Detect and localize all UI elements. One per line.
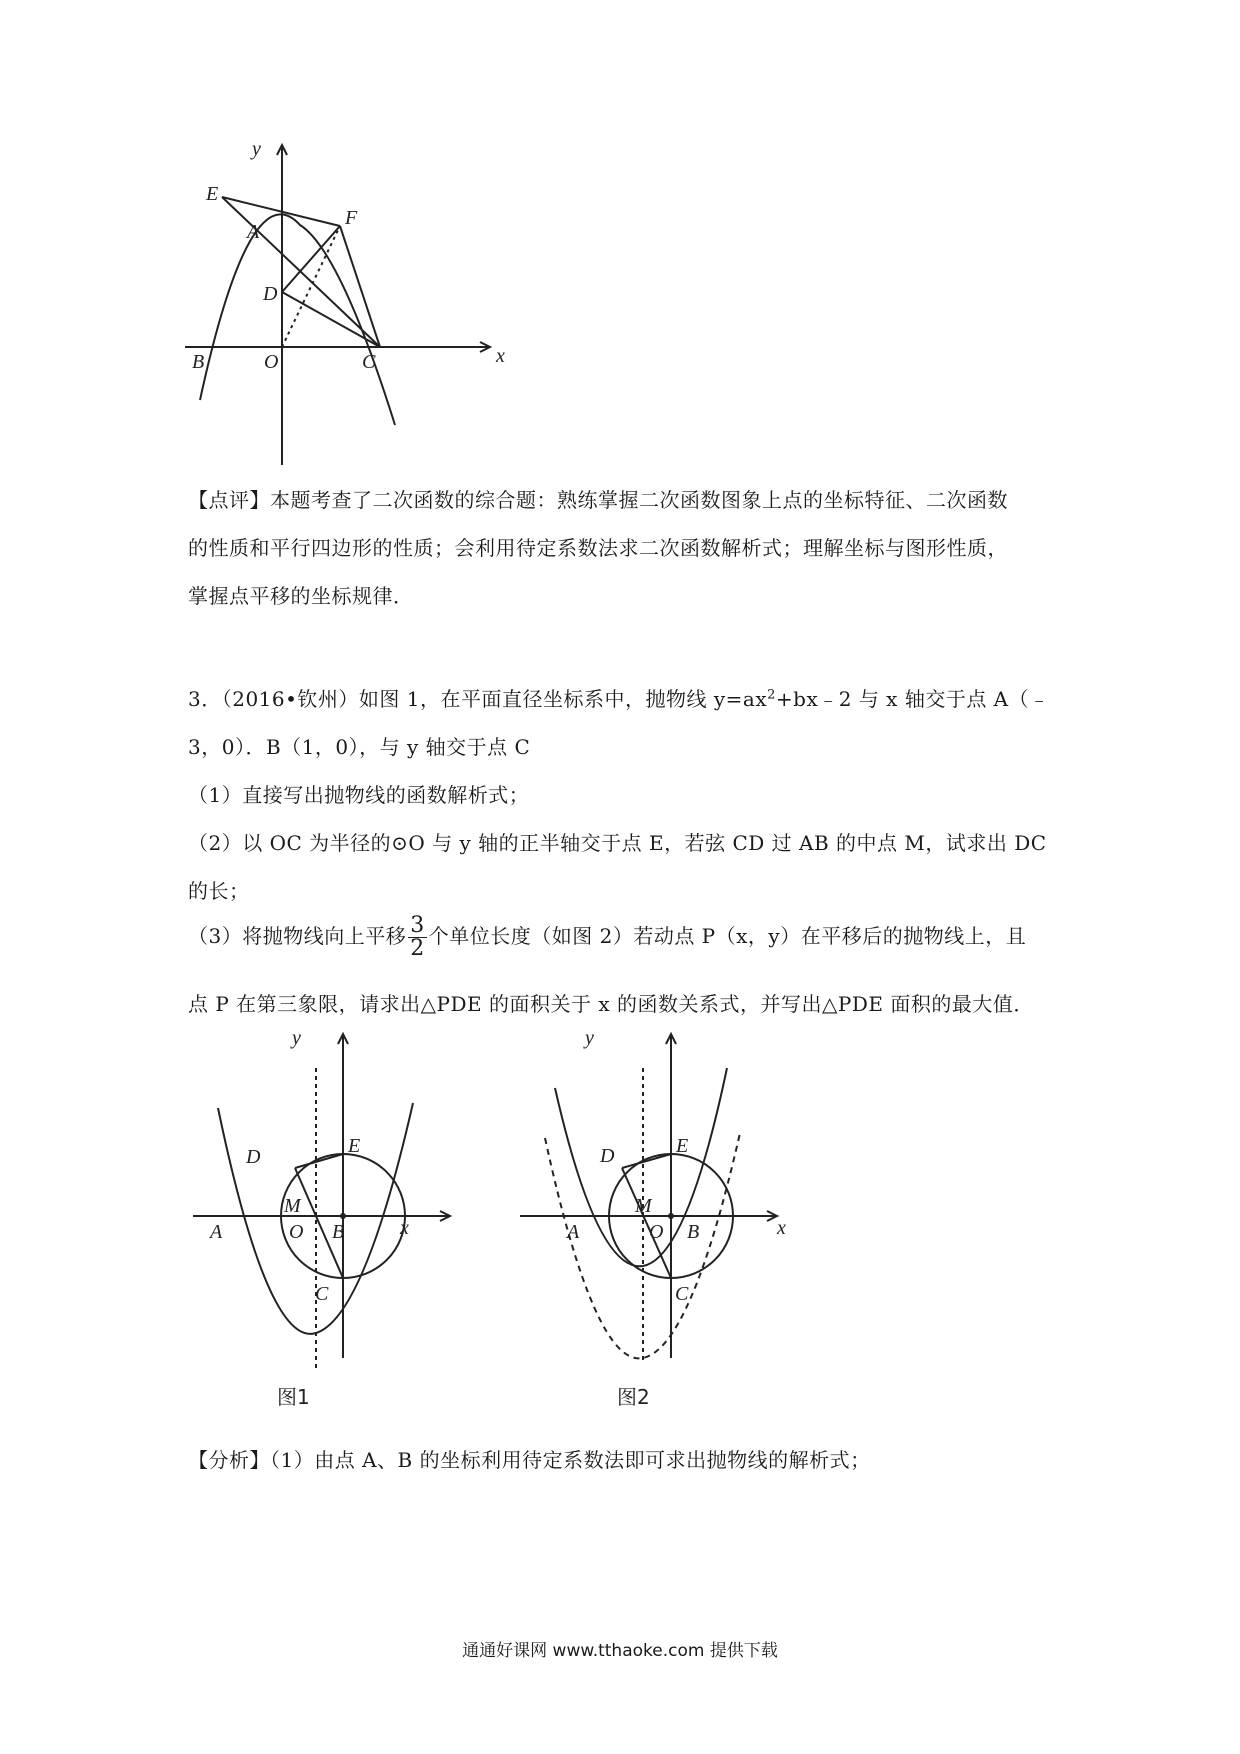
line-of-dotted <box>282 226 340 347</box>
label-m: M <box>635 1195 652 1217</box>
label-b: B <box>332 1221 345 1243</box>
figure-2-caption: 图2 <box>617 1385 650 1409</box>
problem-line-2: 3，0）．B（1，0），与 y 轴交于点 C <box>188 735 531 759</box>
label-y: y <box>585 1027 594 1049</box>
page-footer: 通通好课网 www.tthaoke.com 提供下载 <box>462 1641 778 1661</box>
parabola <box>200 214 395 425</box>
label-b: B <box>687 1221 700 1243</box>
figure-1-diagram <box>188 1028 468 1408</box>
label-x: x <box>400 1217 409 1239</box>
label-b: B <box>192 351 205 373</box>
problem-part-2b: 的长； <box>188 879 250 903</box>
label-o: O <box>649 1221 664 1243</box>
label-x: x <box>777 1217 786 1239</box>
problem-part-1: （1）直接写出抛物线的函数解析式； <box>188 783 530 807</box>
problem-part-3-rest: 个单位长度（如图 2）若动点 P（x，y）在平移后的抛物线上，且 <box>428 924 1027 948</box>
label-d: D <box>246 1146 261 1168</box>
label-x: x <box>496 345 505 367</box>
line-de <box>622 1154 671 1168</box>
label-a: A <box>567 1221 580 1243</box>
problem-part-2a: （2）以 OC 为半径的⊙O 与 y 轴的正半轴交于点 E，若弦 CD 过 AB 的中点 M，试求出 DC <box>188 831 1047 855</box>
label-y: y <box>292 1027 301 1049</box>
problem-part-3a <box>188 915 1026 960</box>
fraction-three-halves <box>408 915 427 960</box>
label-o: O <box>289 1221 304 1243</box>
analysis-line-1: 【分析】（1）由点 A、B 的坐标利用待定系数法即可求出抛物线的解析式； <box>188 1448 871 1472</box>
label-c: C <box>315 1283 329 1305</box>
problem-part-3-lead: （3）将抛物线向上平移 <box>188 924 407 948</box>
point-m <box>340 1213 346 1219</box>
label-c: C <box>362 351 376 373</box>
label-d: D <box>600 1145 615 1167</box>
label-e: E <box>348 1135 361 1157</box>
figure-1-caption: 图1 <box>277 1385 310 1409</box>
point-m <box>668 1213 674 1219</box>
problem-line-1 <box>188 683 1050 712</box>
problem-part-3c: 点 P 在第三象限，请求出△PDE 的面积关于 x 的函数关系式，并写出△PDE 面积的最大值． <box>188 992 1034 1016</box>
comment-line-1: 【点评】本题考查了二次函数的综合题：熟练掌握二次函数图象上点的坐标特征、二次函数 <box>188 488 1008 512</box>
comment-line-3: 掌握点平移的坐标规律． <box>188 584 414 608</box>
label-o: O <box>264 351 279 373</box>
label-y: y <box>252 138 261 160</box>
comment-line-2: 的性质和平行四边形的性质；会利用待定系数法求二次函数解析式；理解坐标与图形性质， <box>188 536 1008 560</box>
label-c: C <box>675 1283 689 1305</box>
problem-line-1a: 3．（2016•钦州）如图 1，在平面直径坐标系中，抛物线 y=ax <box>188 687 768 711</box>
fraction-denominator: 2 <box>410 936 425 961</box>
problem-exponent: 2 <box>767 687 776 703</box>
label-e: E <box>206 183 219 205</box>
label-d: D <box>263 283 278 305</box>
label-e: E <box>676 1135 689 1157</box>
label-a: A <box>210 1221 223 1243</box>
label-f: F <box>345 207 358 229</box>
line-de <box>295 1154 343 1168</box>
label-a: A <box>247 221 260 243</box>
shifted-parabola <box>555 1068 727 1266</box>
problem-line-1b: +bx﹣2 与 x 轴交于点 A（﹣ <box>775 687 1050 711</box>
fraction-numerator: 3 <box>410 913 425 938</box>
label-m: M <box>284 1195 301 1217</box>
figure-top-diagram <box>180 138 505 470</box>
figure-2-diagram <box>515 1028 795 1408</box>
